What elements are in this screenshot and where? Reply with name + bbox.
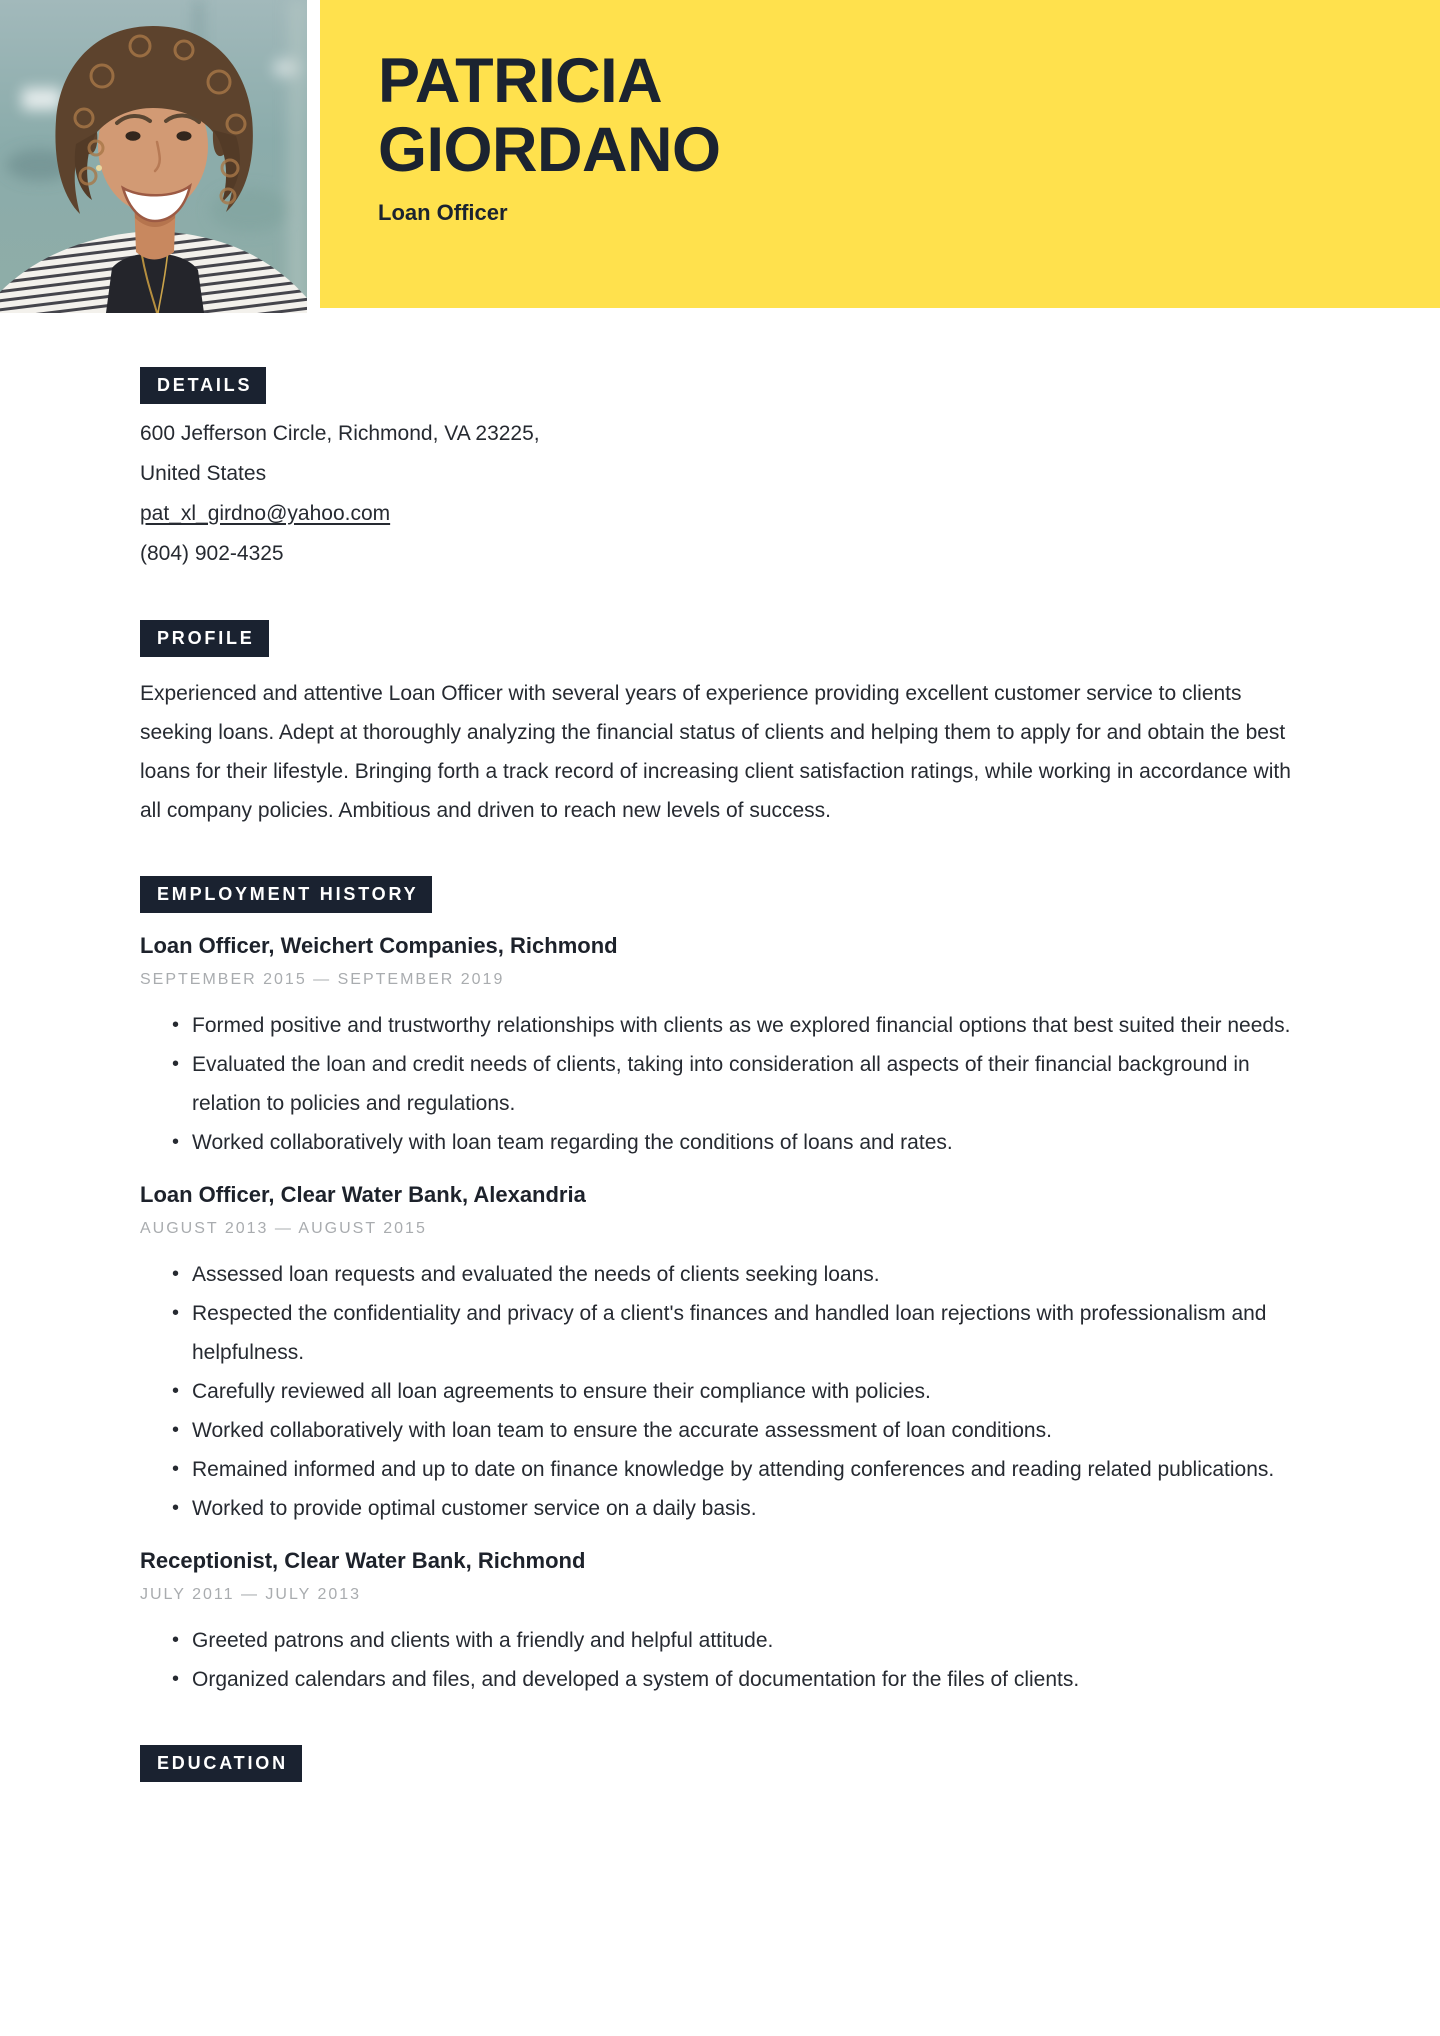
resume-header — [0, 0, 1440, 313]
address-line-2: United States — [140, 462, 267, 485]
section-education — [140, 1745, 1300, 1782]
section-profile — [140, 620, 1300, 830]
section-details — [140, 367, 1300, 574]
candidate-name — [378, 0, 1440, 185]
candidate-job-title: Loan Officer — [378, 200, 508, 225]
job-bullet: • Worked collaboratively with loan team to ensure the accurate assessment of loan conditions. — [192, 1411, 1300, 1450]
job-bullet: • Assessed loan requests and evaluated the needs of clients seeking loans. — [192, 1255, 1300, 1294]
email-link[interactable]: pat_xl_girdno@yahoo.com — [140, 502, 391, 525]
job-bullet: • Carefully reviewed all loan agreements to ensure their compliance with policies. — [192, 1372, 1300, 1411]
job-bullet: • Respected the confidentiality and privacy of a client's finances and handled loan rejections with professionalism and helpfulness. — [192, 1294, 1300, 1372]
profile-summary: Experienced and attentive Loan Officer with several years of experience providing excellent customer service to clients seeking loans. Adept at thoroughly analyzing the financial status of clients and helping them to apply for and obtain the best loans for their lifestyle. Bringing forth a track record of increasing client satisfaction ratings, while working in accordance with all company policies. Ambitious and driven to reach new levels of success. — [140, 682, 1291, 822]
portrait-photo-illustration — [0, 0, 307, 313]
job-bullet-list — [140, 1255, 1300, 1528]
job-dates: AUGUST 2013 — AUGUST 2015 — [140, 1220, 427, 1237]
job-bullet: • Worked collaboratively with loan team regarding the conditions of loans and rates. — [192, 1123, 1300, 1162]
job-bullet: • Organized calendars and files, and developed a system of documentation for the files of clients. — [192, 1660, 1300, 1699]
job-bullet: • Worked to provide optimal customer service on a daily basis. — [192, 1489, 1300, 1528]
section-employment-history — [140, 876, 1300, 1699]
resume-body — [0, 367, 1440, 1782]
section-label-profile: PROFILE — [140, 620, 269, 657]
candidate-name-line2: GIORDANO — [378, 115, 721, 185]
job-title: Receptionist, Clear Water Bank, Richmond — [140, 1548, 586, 1573]
section-label-details: DETAILS — [140, 367, 266, 404]
address-line-1: 600 Jefferson Circle, Richmond, VA 23225, — [140, 422, 540, 445]
candidate-name-line1: PATRICIA — [378, 46, 663, 116]
job-bullet-list — [140, 1621, 1300, 1699]
job-bullet: • Formed positive and trustworthy relationships with clients as we explored financial options that best suited their needs. — [192, 1006, 1300, 1045]
details-block — [140, 414, 1300, 574]
job-title: Loan Officer, Weichert Companies, Richmond — [140, 933, 618, 958]
phone-number: (804) 902-4325 — [140, 542, 284, 565]
job-title: Loan Officer, Clear Water Bank, Alexandria — [140, 1182, 586, 1207]
job-bullet-list — [140, 1006, 1300, 1162]
job-bullet: • Evaluated the loan and credit needs of clients, taking into consideration all aspects of their financial background in relation to policies and regulations. — [192, 1045, 1300, 1123]
profile-photo — [0, 0, 307, 313]
header-band — [320, 0, 1440, 308]
job-entry — [140, 1547, 1300, 1699]
job-dates: JULY 2011 — JULY 2013 — [140, 1586, 362, 1603]
job-entry — [140, 1181, 1300, 1528]
job-bullet: • Greeted patrons and clients with a friendly and helpful attitude. — [192, 1621, 1300, 1660]
section-label-employment: EMPLOYMENT HISTORY — [140, 876, 432, 913]
job-dates: SEPTEMBER 2015 — SEPTEMBER 2019 — [140, 971, 505, 988]
job-entry — [140, 932, 1300, 1162]
job-bullet: • Remained informed and up to date on finance knowledge by attending conferences and reading related publications. — [192, 1450, 1300, 1489]
section-label-education: EDUCATION — [140, 1745, 302, 1782]
